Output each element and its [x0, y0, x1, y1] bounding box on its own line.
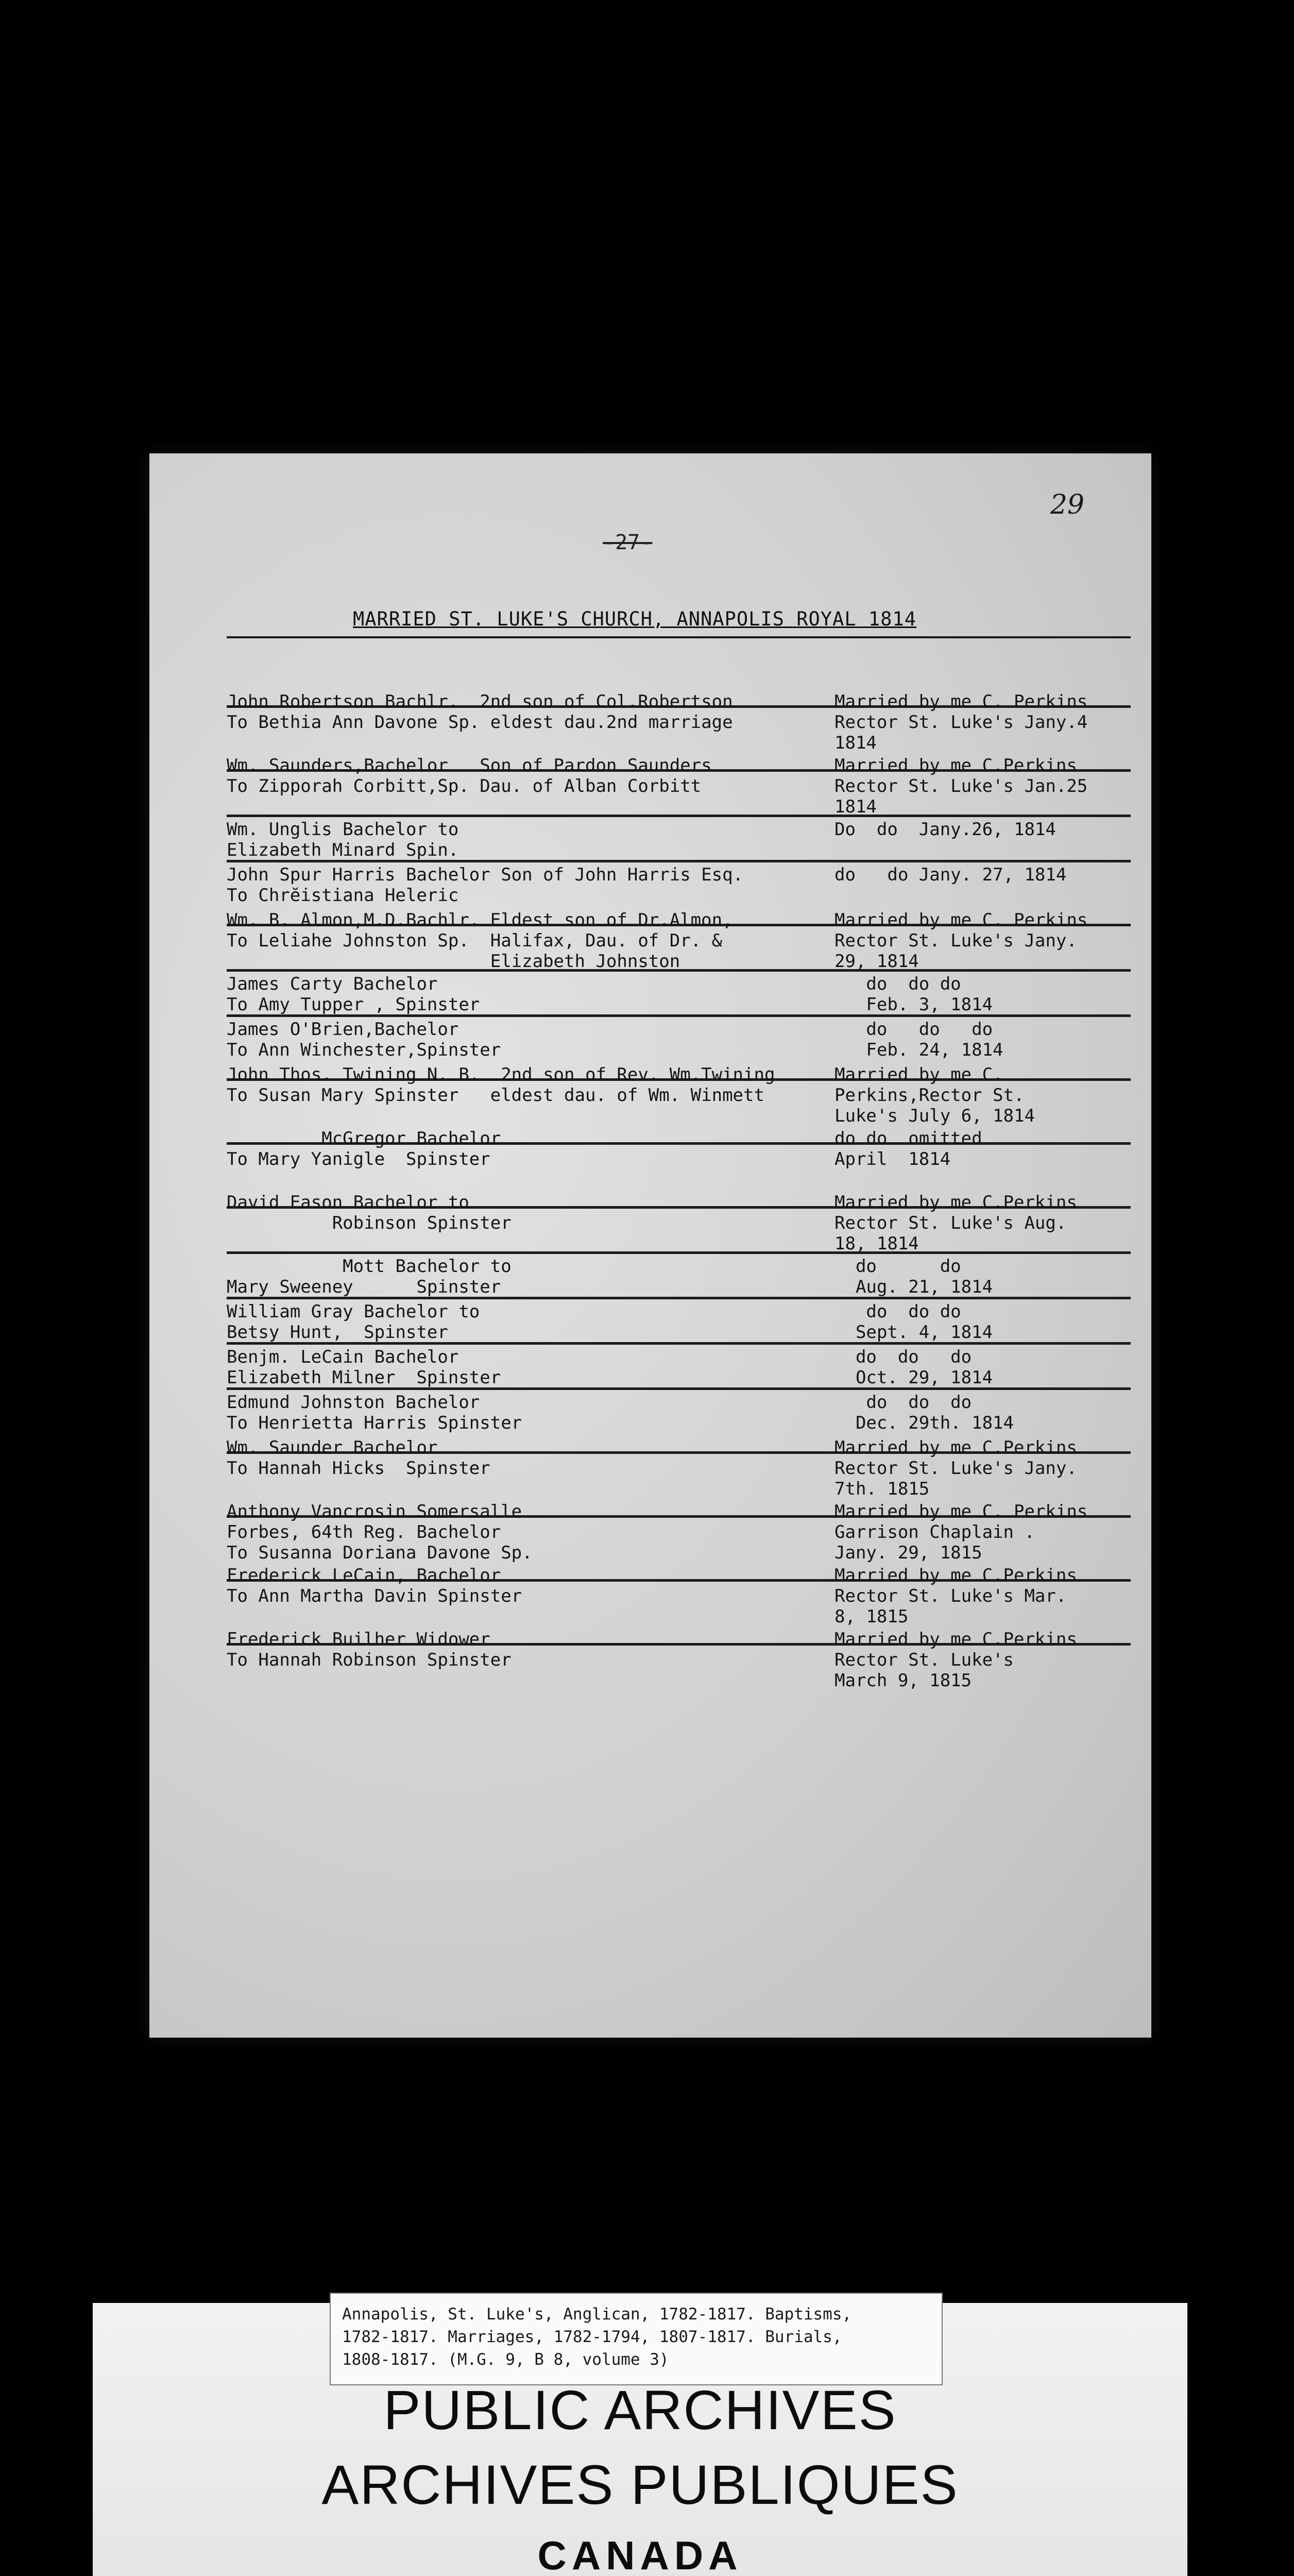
- entry-parties: Anthony Vancrosin Somersalle Forbes, 64th Reg. Bachelor To Susanna Doriana Davone Sp.: [227, 1501, 533, 1563]
- register-page: [149, 453, 1151, 2038]
- entry-parties: McGregor Bachelor To Mary Yanigle Spinster: [227, 1128, 501, 1170]
- marriage-entry: [227, 817, 1131, 906]
- entry-parties: Wm. B. Almon,M.D.Bachlr. Eldest son of Dr.Almon, To Leliahe Johnston Sp. Halifax, Dau. of Dr. & Elizabeth Johnston: [227, 910, 733, 972]
- marriage-entry: [227, 926, 1131, 1015]
- label-line: 1808-1817. (M.G. 9, B 8, volume 3): [342, 2350, 669, 2369]
- entry-parties: John Robertson Bachlr. 2nd son of Col.Robertson To Bethia Ann Davone Sp. eldest dau.2nd marriage: [227, 691, 733, 733]
- entry-officiant: Married by me C.Perkins Rector St. Luke's Jany. 7th. 1815: [835, 1437, 1077, 1499]
- marriage-entry: [227, 1390, 1131, 1499]
- entry-officiant: do do Aug. 21, 1814: [835, 1256, 993, 1297]
- entry-officiant: do do do Sept. 4, 1814: [835, 1301, 993, 1343]
- entry-parties: John Thos. Twining N. B. 2nd son of Rev. Wm.Twining To Susan Mary Spinster eldest dau. of Wm. Winmett: [227, 1064, 775, 1106]
- label-line: Annapolis, St. Luke's, Anglican, 1782-1817. Baptisms,: [342, 2305, 852, 2324]
- entry-parties: Frederick LeCain, Bachelor To Ann Martha Davin Spinster: [227, 1565, 522, 1606]
- marriage-entry: [227, 1345, 1131, 1433]
- archives-country: CANADA: [537, 2533, 743, 2576]
- entry-officiant: Married by me C.Perkins Rector St. Luke's Jan.25 1814: [835, 755, 1088, 817]
- entry-parties: Edmund Johnston Bachelor To Henrietta Harris Spinster: [227, 1392, 522, 1433]
- marriage-entry: [227, 1254, 1131, 1343]
- entry-parties: John Spur Harris Bachelor Son of John Harris Esq. To Chrĕistiana Heleric: [227, 865, 744, 906]
- marriage-entry: [227, 862, 1131, 972]
- title-divider: [227, 636, 1131, 638]
- register-title: MARRIED ST. LUKE'S CHURCH, ANNAPOLIS ROYAL 1814: [353, 608, 916, 630]
- entry-parties: Wm. Saunder Bachelor To Hannah Hicks Spinster: [227, 1437, 490, 1479]
- entry-parties: William Gray Bachelor to Betsy Hunt, Spinster: [227, 1301, 480, 1343]
- label-line: 1782-1817. Marriages, 1782-1794, 1807-1817. Burials,: [342, 2328, 842, 2346]
- marriage-entry: [227, 972, 1131, 1060]
- entry-parties: Benjm. LeCain Bachelor Elizabeth Milner Spinster: [227, 1347, 501, 1388]
- entry-parties: Frederick Builher Widower To Hannah Robinson Spinster: [227, 1629, 512, 1670]
- archive-label-slip: [330, 2293, 943, 2385]
- entry-officiant: do do omitted April 1814: [835, 1128, 982, 1170]
- entry-officiant: Married by me C.Perkins Rector St. Luke's Mar. 8, 1815: [835, 1565, 1077, 1627]
- entry-parties: Wm. Unglis Bachelor to Elizabeth Minard Spin.: [227, 819, 459, 860]
- entry-officiant: do do do Feb. 3, 1814: [835, 974, 993, 1015]
- entry-parties: James O'Brien,Bachelor To Ann Winchester,Spinster: [227, 1019, 501, 1060]
- entry-parties: Wm. Saunders,Bachelor Son of Pardon Saunders To Zipporah Corbitt,Sp. Dau. of Alban Corbitt: [227, 755, 712, 796]
- entry-officiant: Married by me C. Perkins,Rector St. Luke's July 6, 1814: [835, 1064, 1035, 1126]
- entry-officiant: do do do Dec. 29th. 1814: [835, 1392, 1014, 1433]
- entry-officiant: Do do Jany.26, 1814: [835, 819, 1056, 840]
- entry-officiant: do do do Feb. 24, 1814: [835, 1019, 1003, 1060]
- marriage-entry: [227, 1145, 1131, 1254]
- marriage-entry: [227, 1017, 1131, 1126]
- marriage-entry: [227, 772, 1131, 860]
- marriage-entry: [227, 644, 1131, 753]
- entry-officiant: Married by me C.Perkins Rector St. Luke's Aug. 18, 1814: [835, 1192, 1077, 1254]
- entry-parties: David Eason Bachelor to Robinson Spinster: [227, 1192, 512, 1233]
- marriage-entry: [227, 1454, 1131, 1563]
- entry-officiant: do do do Oct. 29, 1814: [835, 1347, 993, 1388]
- entry-officiant: do do Jany. 27, 1814: [835, 865, 1067, 885]
- marriage-entry: [227, 1299, 1131, 1388]
- top-page-mark: -27-: [603, 531, 653, 554]
- entry-parties: James Carty Bachelor To Amy Tupper , Spinster: [227, 974, 480, 1015]
- marriage-entry: [227, 708, 1131, 817]
- entry-parties: Mott Bachelor to Mary Sweeney Spinster: [227, 1256, 512, 1297]
- marriage-entry: [227, 1081, 1131, 1170]
- archives-title-french: ARCHIVES PUBLIQUES: [321, 2453, 959, 2516]
- archive-card: [93, 2303, 1187, 2576]
- entry-officiant: Married by me C. Perkins Rector St. Luke's Jany. 29, 1814: [835, 910, 1088, 972]
- entry-officiant: Married by me C. Perkins Rector St. Luke's Jany.4 1814: [835, 691, 1088, 753]
- marriage-entries: [227, 644, 1131, 1691]
- marriage-entry: [227, 1582, 1131, 1691]
- entry-officiant: Married by me C. Perkins Garrison Chaplain . Jany. 29, 1815: [835, 1501, 1088, 1563]
- entry-officiant: Married by me C.Perkins Rector St. Luke's March 9, 1815: [835, 1629, 1077, 1691]
- archives-title-english: PUBLIC ARCHIVES: [383, 2379, 897, 2441]
- marriage-entry: [227, 1518, 1131, 1627]
- page-number: 29: [1050, 489, 1084, 520]
- marriage-entry: [227, 1209, 1131, 1297]
